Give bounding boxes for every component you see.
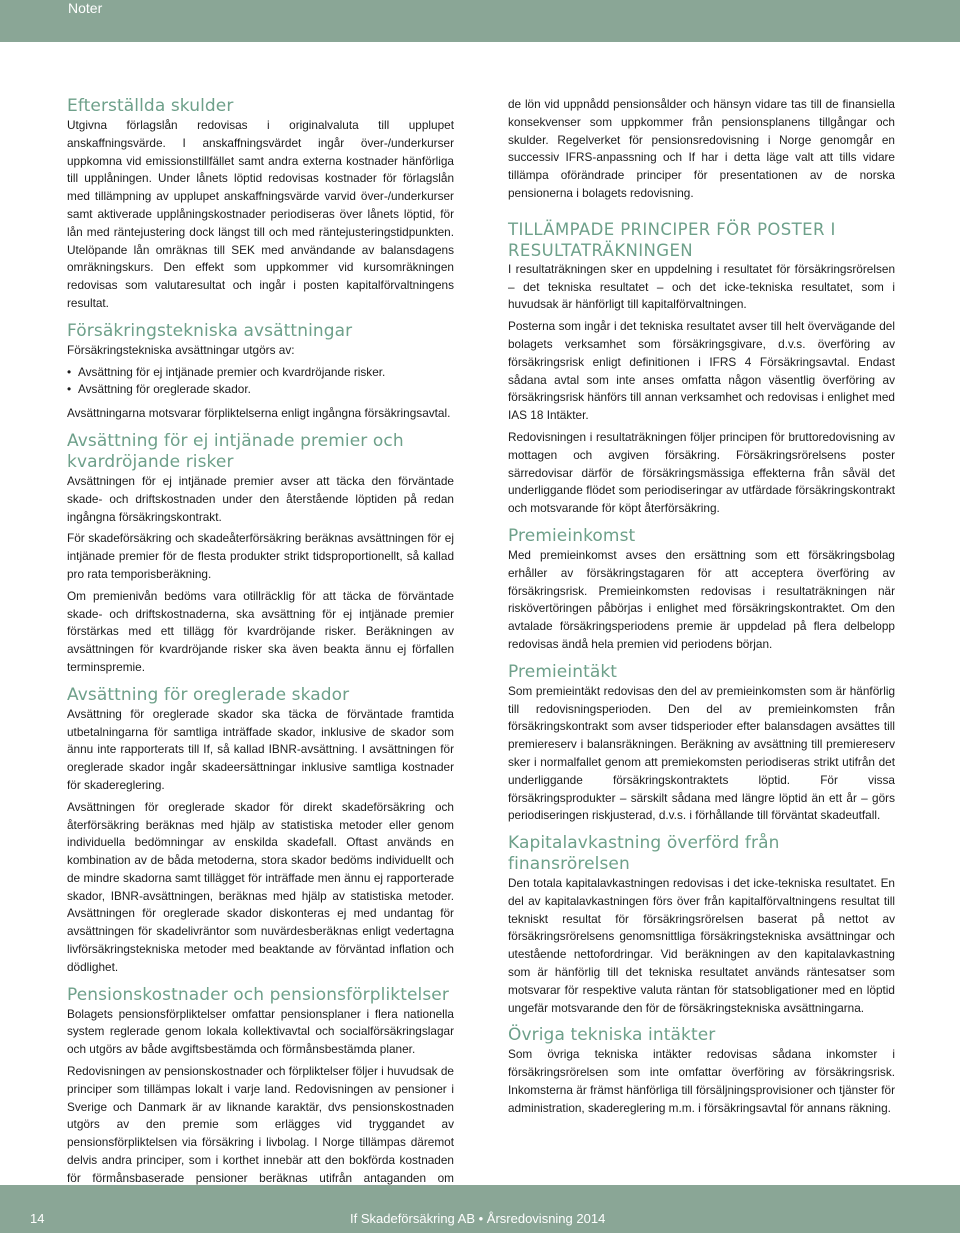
paragraph-ovriga: Som övriga tekniska intäkter redovisas sådana inkomster i försäkringsrörelsen som inte omfattar överföring av försäkringsrisk. Inkomsterna är främst hänförliga till försäljningsprovisioner och tjänster för administration, skadereglering m.m. i försäkringsavtal för annans räkning. [508, 1047, 895, 1115]
paragraph-premier-3: Om premienivån bedöms vara otillräcklig för att täcka de förväntade skade- och driftskostnaderna, ska avsättning för ej intjänade premier förstärkas med ett tillägg för kvardröjande risker. Beräkningen av avsättningen för kvardröjande risker ska även beakta ännu ej förfallen terminspremie. [67, 588, 454, 674]
paragraph-premieinkomst: Med premieinkomst avses den ersättning som ett försäkringsbolag erhåller av försäkringstagaren för att acceptera överföring av försäkringsrisk. Premieinkomsten redovisas i resultaträkningen när riskövertöringen påbörjas i enlighet med försäkringskontraktet. Om den avtalade försäkringsperiodens premie är uppdelad på flera delbelopp redovisas ändå hela premien vid periodens början. [508, 547, 895, 651]
heading-tillampade-principer: TILLÄMPADE PRINCIPER FÖR POSTER I RESULTATRÄKNINGEN [508, 219, 836, 260]
paragraph-oreglerade-1: Avsättning för oreglerade skador ska täcka de förväntade framtida utbetalningarna för samtliga inträffade skador, inklusive de skador som ännu inte rapporterats till If, så kallad IBNR-avsättning. I avsättningen för oreglerade skador ingår skadeersättningar inklusive samtliga kostnader för skadereglering. [67, 706, 454, 792]
heading-premieinkomst: Premieinkomst [508, 525, 636, 546]
paragraph-kapitalavkastning: Den totala kapitalavkastningen redovisas i det icke-tekniska resultatet. En del av kapitalavkastningen förs över från kapitalförvaltningens resultat till tekniskt resultat för försäkringsrörelsen baserat på nettot av försäkringsrörelsens genomsnittliga försäkringstekniska avsättningar och utestående nettofordringar. Vid beräkningen av den kapitalavkastning som är hänförlig till det tekniska resultatet används räntesatser som motsvarar för respektive valuta räntan för statsobligationer med en löptid ungefär motsvarande den för de försäkringstekniska avsättningarna. [508, 876, 895, 1015]
paragraph-efterstallda: Utgivna förlagslån redovisas i originalvaluta till upplupet anskaffningsvärde. I anskaffningsvärdet ingår över-/underkurser uppkomna vid emissionstillfället samt andra externa kostnader hänförliga till upplåningen. Under lånets löptid redovisas kostnader för förlagslån med tillämpning av upplupet anskaffningsvärde varvid över-/underkurser samt aktiverade upplåningskostnader periodiseras över lånets löptid, för lån med räntejustering dock längst till och med räntejusteringstidpunkten. Utelöpande lån omräknas till SEK med användande av balansdagens omräkningskurs. Den effekt som uppkommer vid kursomräkningen redovisas som valutaresultat och ingår i posten kapitalförvaltningens resultat. [67, 118, 454, 310]
paragraph-premier-2: För skadeförsäkring och skadeåterförsäkring beräknas avsättningen för ej intjänade premier för de flesta produkter strikt tidsproportionellt, så kallad pro rata temporisberäkning. [67, 531, 454, 581]
heading-efterstallda-skulder: Efterställda skulder [67, 96, 234, 116]
heading-premieintakt: Premieintäkt [508, 661, 618, 682]
paragraph-pension-2: Redovisningen av pensionskostnader och förpliktelser följer i huvudsak de principer som tillämpas lokalt i varje land. Redovisningen av pensioner i Sverige och Danmark är av liknande karaktär, dvs pensionskostnaden utgörs av den premie som erlägges vid tryggandet av pensionsförpliktelsen via försäkring i livbolag. I Norge tillämpas däremot delvis andra principer, som i korthet innebär att den bokförda kostnaden för förmånsbaserade pensioner beräknas utifrån antaganden om [67, 1064, 454, 1185]
paragraph-oreglerade-2: Avsättningen för oreglerade skador för direkt skadeförsäkring och återförsäkring beräknas med hjälp av statistiska metoder eller genom individuella bedömningar av enskilda skadefall. Oftast används en kombination av de båda metoderna, stora skador bedöms individuellt och de mindre skadorna samt tillägget för inträffade men ännu ej rapporterade skador, IBNR-avsättningen, beräknas med hjälp av statistiska metoder. Avsättningen för oreglerade skador diskonteras ej med undantag för avsättningen för skadelivräntor som nuvärdesberäknas enligt vedertagna livförsäkringstekniska metoder med beaktande av förväntad inflation och dödlighet. [67, 799, 454, 974]
paragraph-tillampade-3: Redovisningen i resultaträkningen följer principen för bruttoredovisning av mottagen och avgiven försäkring. Försäkringsrörelsens poster särredovisar därför de försäkringsmässiga effekterna från såväl det underliggande flödet som periodiseringar av utfärdade försäkringskontrakt och motsvarande för köpt återförsäkring. [508, 429, 895, 516]
heading-ej-intjanade-premier: Avsättning för ej intjänade premier och kvardröjande risker [67, 430, 404, 472]
top-banner [0, 0, 960, 42]
heading-kapitalavkastning: Kapitalavkastning överförd från finansrörelsen [508, 833, 780, 875]
paragraph-tillampade-2: Posterna som ingår i det tekniska resultatet avser till helt övervägande del bolagets verksamhet som försäkringsgivare, d.v.s. överföring av försäkringsrisk enligt definitionen i IFRS 4 Försäkringsavtal. Endast sådana avtal som inte anses omfatta någon väsentlig överföring av försäkringsrisk hänförs till annan verksamhet och redovisas i enlighet med IAS 18 Intäkter. [508, 319, 895, 423]
page-number: 14 [30, 1211, 45, 1226]
section-label: Noter [68, 0, 103, 16]
paragraph-fta-intro: Försäkringstekniska avsättningar utgörs av: [67, 342, 295, 357]
paragraph-premieintakt: Som premieintäkt redovisas den del av premieinkomsten som är hänförlig till redovisningsperioden. Den del av premieinkomsten från försäkringskontrakt som avser tidsperioder efter balansdagen avsättes till premiereserv i balansräkningen. Beräkning av avsättning till premiereserv sker i normalfallet genom att premiekomsten periodiseras strikt utifrån det underliggande försäkringskontraktets löptid. För vissa försäkringsprodukter – särskilt sådana med längre löptid än ett år – görs periodiseringen riskjusterad, d.v.s. i förhållande till förväntat skadeutfall. [508, 683, 895, 823]
footer-banner [0, 1185, 960, 1233]
list-item: • Avsättning för oreglerade skador. [67, 381, 454, 399]
left-column [67, 96, 454, 1209]
paragraph-premier-1: Avsättningen för ej intjänade premier avser att täcka den förväntade skade- och driftskostnaden under den återstående löptiden på redan ingångna försäkringskontrakt. [67, 473, 454, 524]
footer-publication: If Skadeförsäkring AB • Årsredovisning 2014 [350, 1211, 606, 1226]
heading-forsakringstekniska-avsattningar: Försäkringstekniska avsättningar [67, 320, 353, 341]
right-column [508, 96, 895, 1122]
fta-bullet-list [67, 364, 454, 400]
paragraph-tillampade-1: I resultaträkningen sker en uppdelning i resultatet för försäkringsrörelsen – det tekniska resultatet – och det icke-tekniska resultatet, som i huvudsak är hänförligt till kapitalförvaltningen. [508, 261, 895, 312]
paragraph-pension-continued: de lön vid uppnådd pensionsålder och hänsyn vidare tas till de finansiella konsekvenser som uppkommer från pensionsplanens tillgångar och skulder. Regelverket för pensionsredovisning i Norge genomgår en successiv IFRS-anpassning och If har i detta läge valt att tills vidare tillämpa oförändrade principer för presentationen av de norska pensionerna i bolagets redovisning. [508, 97, 895, 200]
heading-ovriga-tekniska-intakter: Övriga tekniska intäkter [508, 1025, 716, 1046]
paragraph-pension-1: Bolagets pensionsförpliktelser omfattar pensionsplaner i flera nationella system reglerade genom lokala kollektivavtal och socialförsäkringslagar och utgörs av både avgiftsbestämda och förmånsbestämda planer. [67, 1006, 454, 1057]
heading-oreglerade-skador: Avsättning för oreglerade skador [67, 684, 350, 705]
list-item: • Avsättning för ej intjänade premier och kvardröjande risker. [67, 364, 454, 382]
paragraph-fta-motsvarar: Avsättningarna motsvarar förpliktelserna enligt ingångna försäkringsavtal. [67, 406, 451, 421]
heading-pensionskostnader: Pensionskostnader och pensionsförpliktelser [67, 984, 449, 1005]
